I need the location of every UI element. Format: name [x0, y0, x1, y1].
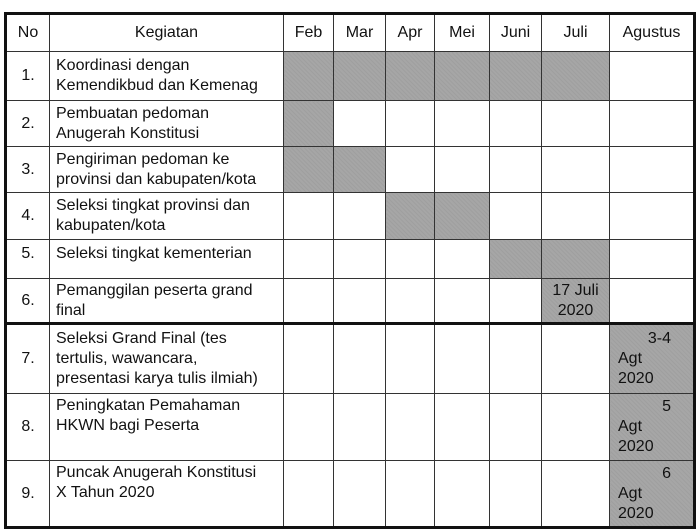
activity-line: HKWN bagi Peserta	[56, 417, 200, 434]
header-activity: Kegiatan	[50, 14, 284, 52]
row-number: 9.	[6, 461, 50, 528]
header-month-juni: Juni	[490, 14, 542, 52]
date-note-line: Agt	[618, 350, 643, 367]
month-cell-date-note	[542, 279, 610, 324]
activity-line: tertulis, wawancara,	[56, 350, 198, 367]
date-note-line: 2020	[618, 504, 654, 522]
header-month-juli: Juli	[542, 14, 610, 52]
month-cell-empty	[542, 101, 610, 147]
month-cell-empty	[542, 394, 610, 461]
activity-line: Pengiriman pedoman ke	[56, 150, 230, 168]
month-cell-empty	[435, 240, 490, 279]
date-note-line: Agt	[618, 418, 643, 435]
month-cell-empty	[284, 324, 334, 394]
month-cell-filled	[435, 52, 490, 101]
month-cell-filled	[284, 52, 334, 101]
month-cell-empty	[490, 147, 542, 193]
month-cell-empty	[435, 394, 490, 461]
month-cell-filled	[284, 147, 334, 193]
month-cell-empty	[490, 394, 542, 461]
header-no: No	[6, 14, 50, 52]
month-cell-filled	[284, 101, 334, 147]
month-cell-empty	[610, 240, 695, 279]
activity-line: presentasi karya tulis ilmiah)	[56, 370, 258, 387]
activity-line: Seleksi tingkat kementerian	[56, 245, 252, 262]
activity-line: Puncak Anugerah Konstitusi	[56, 464, 257, 481]
month-cell-empty	[284, 461, 334, 528]
header-month-mar: Mar	[334, 14, 386, 52]
row-number: 4.	[6, 193, 50, 240]
month-cell-empty	[542, 324, 610, 394]
month-cell-empty	[334, 240, 386, 279]
month-cell-filled	[386, 52, 435, 101]
date-note-line: 17 Juli	[552, 281, 599, 299]
activity-line: Pembuatan pedoman	[56, 104, 209, 122]
month-cell-empty	[386, 279, 435, 324]
header-month-mei: Mei	[435, 14, 490, 52]
activity-cell	[50, 394, 284, 461]
table-row	[6, 101, 695, 147]
month-cell-empty	[542, 193, 610, 240]
activity-line: Pemanggilan peserta grand	[56, 281, 253, 299]
activity-cell	[50, 324, 284, 394]
activity-line: X Tahun 2020	[56, 484, 155, 501]
month-cell-filled	[386, 193, 435, 240]
month-cell-empty	[490, 324, 542, 394]
month-cell-empty	[610, 147, 695, 193]
month-cell-date-note	[610, 461, 695, 528]
table-row	[6, 52, 695, 101]
header-row	[6, 14, 695, 52]
month-cell-filled	[490, 240, 542, 279]
month-cell-empty	[386, 240, 435, 279]
month-cell-empty	[610, 52, 695, 101]
month-cell-empty	[284, 193, 334, 240]
month-cell-empty	[386, 394, 435, 461]
month-cell-empty	[542, 147, 610, 193]
date-note-line: 3-4	[647, 330, 671, 347]
month-cell-empty	[334, 394, 386, 461]
header-month-apr: Apr	[386, 14, 435, 52]
month-cell-empty	[386, 147, 435, 193]
activity-line: kabupaten/kota	[56, 217, 166, 234]
activity-cell	[50, 461, 284, 528]
month-cell-filled	[542, 52, 610, 101]
date-note-line: 6	[662, 464, 671, 482]
row-number: 6.	[6, 279, 50, 324]
activity-line: Koordinasi dengan	[56, 57, 190, 74]
table-row	[6, 394, 695, 461]
table-row	[6, 461, 695, 528]
month-cell-empty	[435, 101, 490, 147]
date-note-line: 2020	[557, 301, 594, 319]
activity-line: Seleksi Grand Final (tes	[56, 330, 227, 347]
month-cell-date-note	[610, 324, 695, 394]
table-row	[6, 240, 695, 279]
month-cell-empty	[435, 324, 490, 394]
activity-cell	[50, 279, 284, 324]
table-row	[6, 193, 695, 240]
month-cell-empty	[435, 147, 490, 193]
month-cell-empty	[542, 461, 610, 528]
month-cell-empty	[490, 193, 542, 240]
date-note-line: Agt	[618, 484, 643, 502]
month-cell-empty	[386, 324, 435, 394]
activity-line: Anugerah Konstitusi	[56, 124, 200, 142]
month-cell-filled	[334, 52, 386, 101]
row-number: 1.	[6, 52, 50, 101]
table-row	[6, 324, 695, 394]
month-cell-empty	[284, 240, 334, 279]
month-cell-filled	[334, 147, 386, 193]
table-row	[6, 147, 695, 193]
row-number: 7.	[6, 324, 50, 394]
activity-line: final	[56, 301, 86, 319]
activity-cell	[50, 52, 284, 101]
date-note-line: 2020	[618, 370, 654, 387]
month-cell-empty	[490, 279, 542, 324]
month-cell-empty	[435, 279, 490, 324]
table-row	[6, 279, 695, 324]
activity-cell	[50, 147, 284, 193]
month-cell-empty	[284, 279, 334, 324]
month-cell-empty	[334, 193, 386, 240]
row-number: 8.	[6, 394, 50, 461]
date-note-line: 2020	[618, 438, 654, 455]
month-cell-filled	[542, 240, 610, 279]
month-cell-empty	[386, 101, 435, 147]
activity-line: Peningkatan Pemahaman	[56, 397, 241, 414]
month-cell-empty	[435, 461, 490, 528]
month-cell-empty	[490, 461, 542, 528]
row-number: 2.	[6, 101, 50, 147]
row-number: 3.	[6, 147, 50, 193]
month-cell-filled	[435, 193, 490, 240]
month-cell-empty	[334, 324, 386, 394]
schedule-table	[4, 12, 696, 529]
month-cell-empty	[284, 394, 334, 461]
header-month-feb: Feb	[284, 14, 334, 52]
activity-line: provinsi dan kabupaten/kota	[56, 170, 257, 188]
month-cell-date-note	[610, 394, 695, 461]
date-note-line: 5	[662, 398, 671, 415]
month-cell-empty	[610, 101, 695, 147]
month-cell-filled	[490, 52, 542, 101]
month-cell-empty	[610, 279, 695, 324]
activity-line: Kemendikbud dan Kemenag	[56, 77, 258, 94]
activity-cell	[50, 193, 284, 240]
month-cell-empty	[386, 461, 435, 528]
header-month-agustus: Agustus	[610, 14, 695, 52]
activity-line: Seleksi tingkat provinsi dan	[56, 197, 250, 214]
activity-cell	[50, 101, 284, 147]
month-cell-empty	[334, 461, 386, 528]
month-cell-empty	[334, 101, 386, 147]
activity-cell	[50, 240, 284, 279]
month-cell-empty	[610, 193, 695, 240]
cropped-caption-area	[0, 0, 700, 12]
month-cell-empty	[334, 279, 386, 324]
row-number: 5.	[6, 240, 50, 279]
month-cell-empty	[490, 101, 542, 147]
